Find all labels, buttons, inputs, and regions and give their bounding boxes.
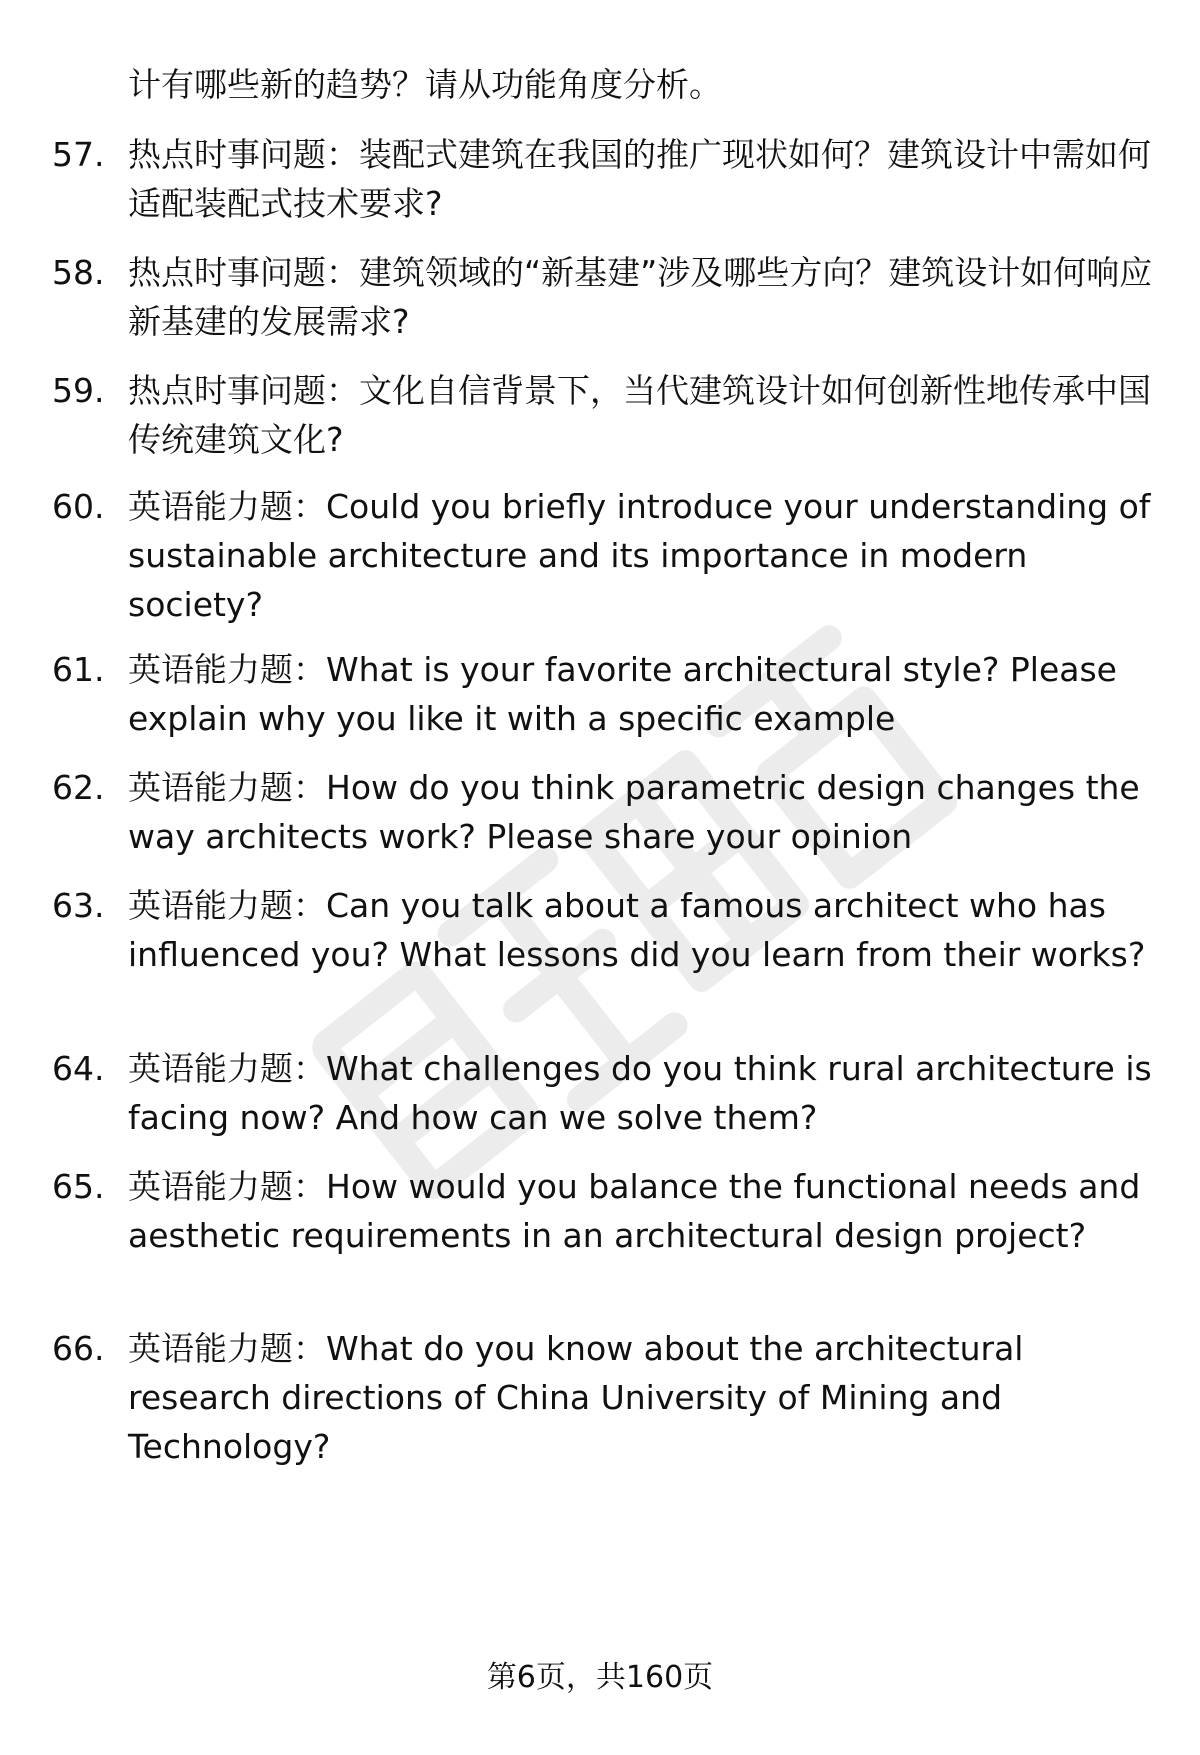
question-number: 63.: [52, 886, 105, 925]
question-number: 61.: [52, 650, 105, 689]
question-text: 英语能力题：What do you know about the architectural research directions of China University of Mining and Technology?: [128, 1329, 1024, 1466]
question-number: 58.: [52, 253, 105, 292]
question-number: 57.: [52, 135, 105, 174]
question-text: 英语能力题：What challenges do you think rural architecture is facing now? And how can we solve them?: [128, 1049, 1152, 1137]
question-number: 59.: [52, 371, 105, 410]
question-continuation: 计有哪些新的趋势？请从功能角度分析。: [128, 65, 722, 104]
question-number: 66.: [52, 1329, 105, 1368]
question-number: 60.: [52, 487, 105, 526]
question-number: 65.: [52, 1167, 105, 1206]
question-number: 62.: [52, 768, 105, 807]
question-text: 热点时事问题：建筑领域的“新基建”涉及哪些方向？建筑设计如何响应新基建的发展需求?: [128, 253, 1153, 341]
page-footer: 第6页，共160页: [486, 1660, 714, 1695]
question-text: 英语能力题：What is your favorite architectural style? Please explain why you like it with a specific example: [128, 650, 1117, 738]
question-text: 热点时事问题：文化自信背景下，当代建筑设计如何创新性地传承中国传统建筑文化?: [128, 371, 1151, 459]
question-text: 英语能力题：Can you talk about a famous architect who has influenced you? What lessons did you learn from their works?: [128, 886, 1146, 974]
question-text: 英语能力题：Could you briefly introduce your understanding of sustainable architecture and its importance in modern society?: [128, 487, 1151, 624]
question-text: 热点时事问题：装配式建筑在我国的推广现状如何？建筑设计中需如何适配装配式技术要求?: [128, 135, 1151, 223]
question-text: 英语能力题：How do you think parametric design changes the way architects work? Please share your opinion: [128, 768, 1140, 856]
question-number: 64.: [52, 1049, 105, 1088]
question-text: 英语能力题：How would you balance the functional needs and aesthetic requirements in an architectural design project?: [128, 1167, 1141, 1255]
